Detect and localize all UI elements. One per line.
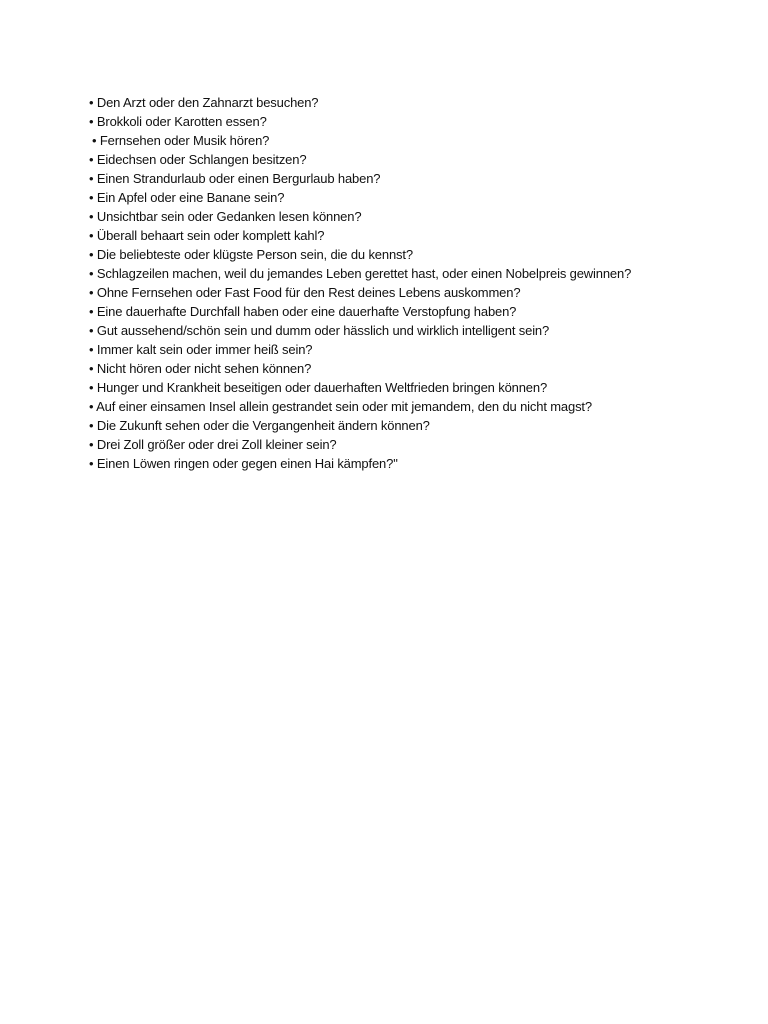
list-item: • Schlagzeilen machen, weil du jemandes Leben gerettet hast, oder einen Nobelpreis gewinnen? [89,266,632,281]
list-item: • Hunger und Krankheit beseitigen oder dauerhaften Weltfrieden bringen können? [89,380,548,395]
list-item: • Einen Löwen ringen oder gegen einen Hai kämpfen?" [89,456,398,471]
list-item: • Immer kalt sein oder immer heiß sein? [89,342,313,357]
list-item: • Fernsehen oder Musik hören? [92,133,270,148]
list-item: • Gut aussehend/schön sein und dumm oder hässlich und wirklich intelligent sein? [89,323,550,338]
list-item: • Ohne Fernsehen oder Fast Food für den Rest deines Lebens auskommen? [89,285,521,300]
list-item: • Drei Zoll größer oder drei Zoll kleiner sein? [89,437,337,452]
question-list [89,93,669,473]
list-item: • Einen Strandurlaub oder einen Bergurlaub haben? [89,171,381,186]
list-item: • Die beliebteste oder klügste Person sein, die du kennst? [89,247,413,262]
list-item: • Den Arzt oder den Zahnarzt besuchen? [89,95,319,110]
list-item: • Die Zukunft sehen oder die Vergangenheit ändern können? [89,418,430,433]
list-item: • Nicht hören oder nicht sehen können? [89,361,312,376]
list-item: • Eidechsen oder Schlangen besitzen? [89,152,307,167]
list-item: • Auf einer einsamen Insel allein gestrandet sein oder mit jemandem, den du nicht magst? [89,399,592,414]
list-item: • Überall behaart sein oder komplett kahl? [89,228,325,243]
list-item: • Eine dauerhafte Durchfall haben oder eine dauerhafte Verstopfung haben? [89,304,517,319]
list-item: • Unsichtbar sein oder Gedanken lesen können? [89,209,362,224]
list-item: • Ein Apfel oder eine Banane sein? [89,190,285,205]
list-item: • Brokkoli oder Karotten essen? [89,114,267,129]
